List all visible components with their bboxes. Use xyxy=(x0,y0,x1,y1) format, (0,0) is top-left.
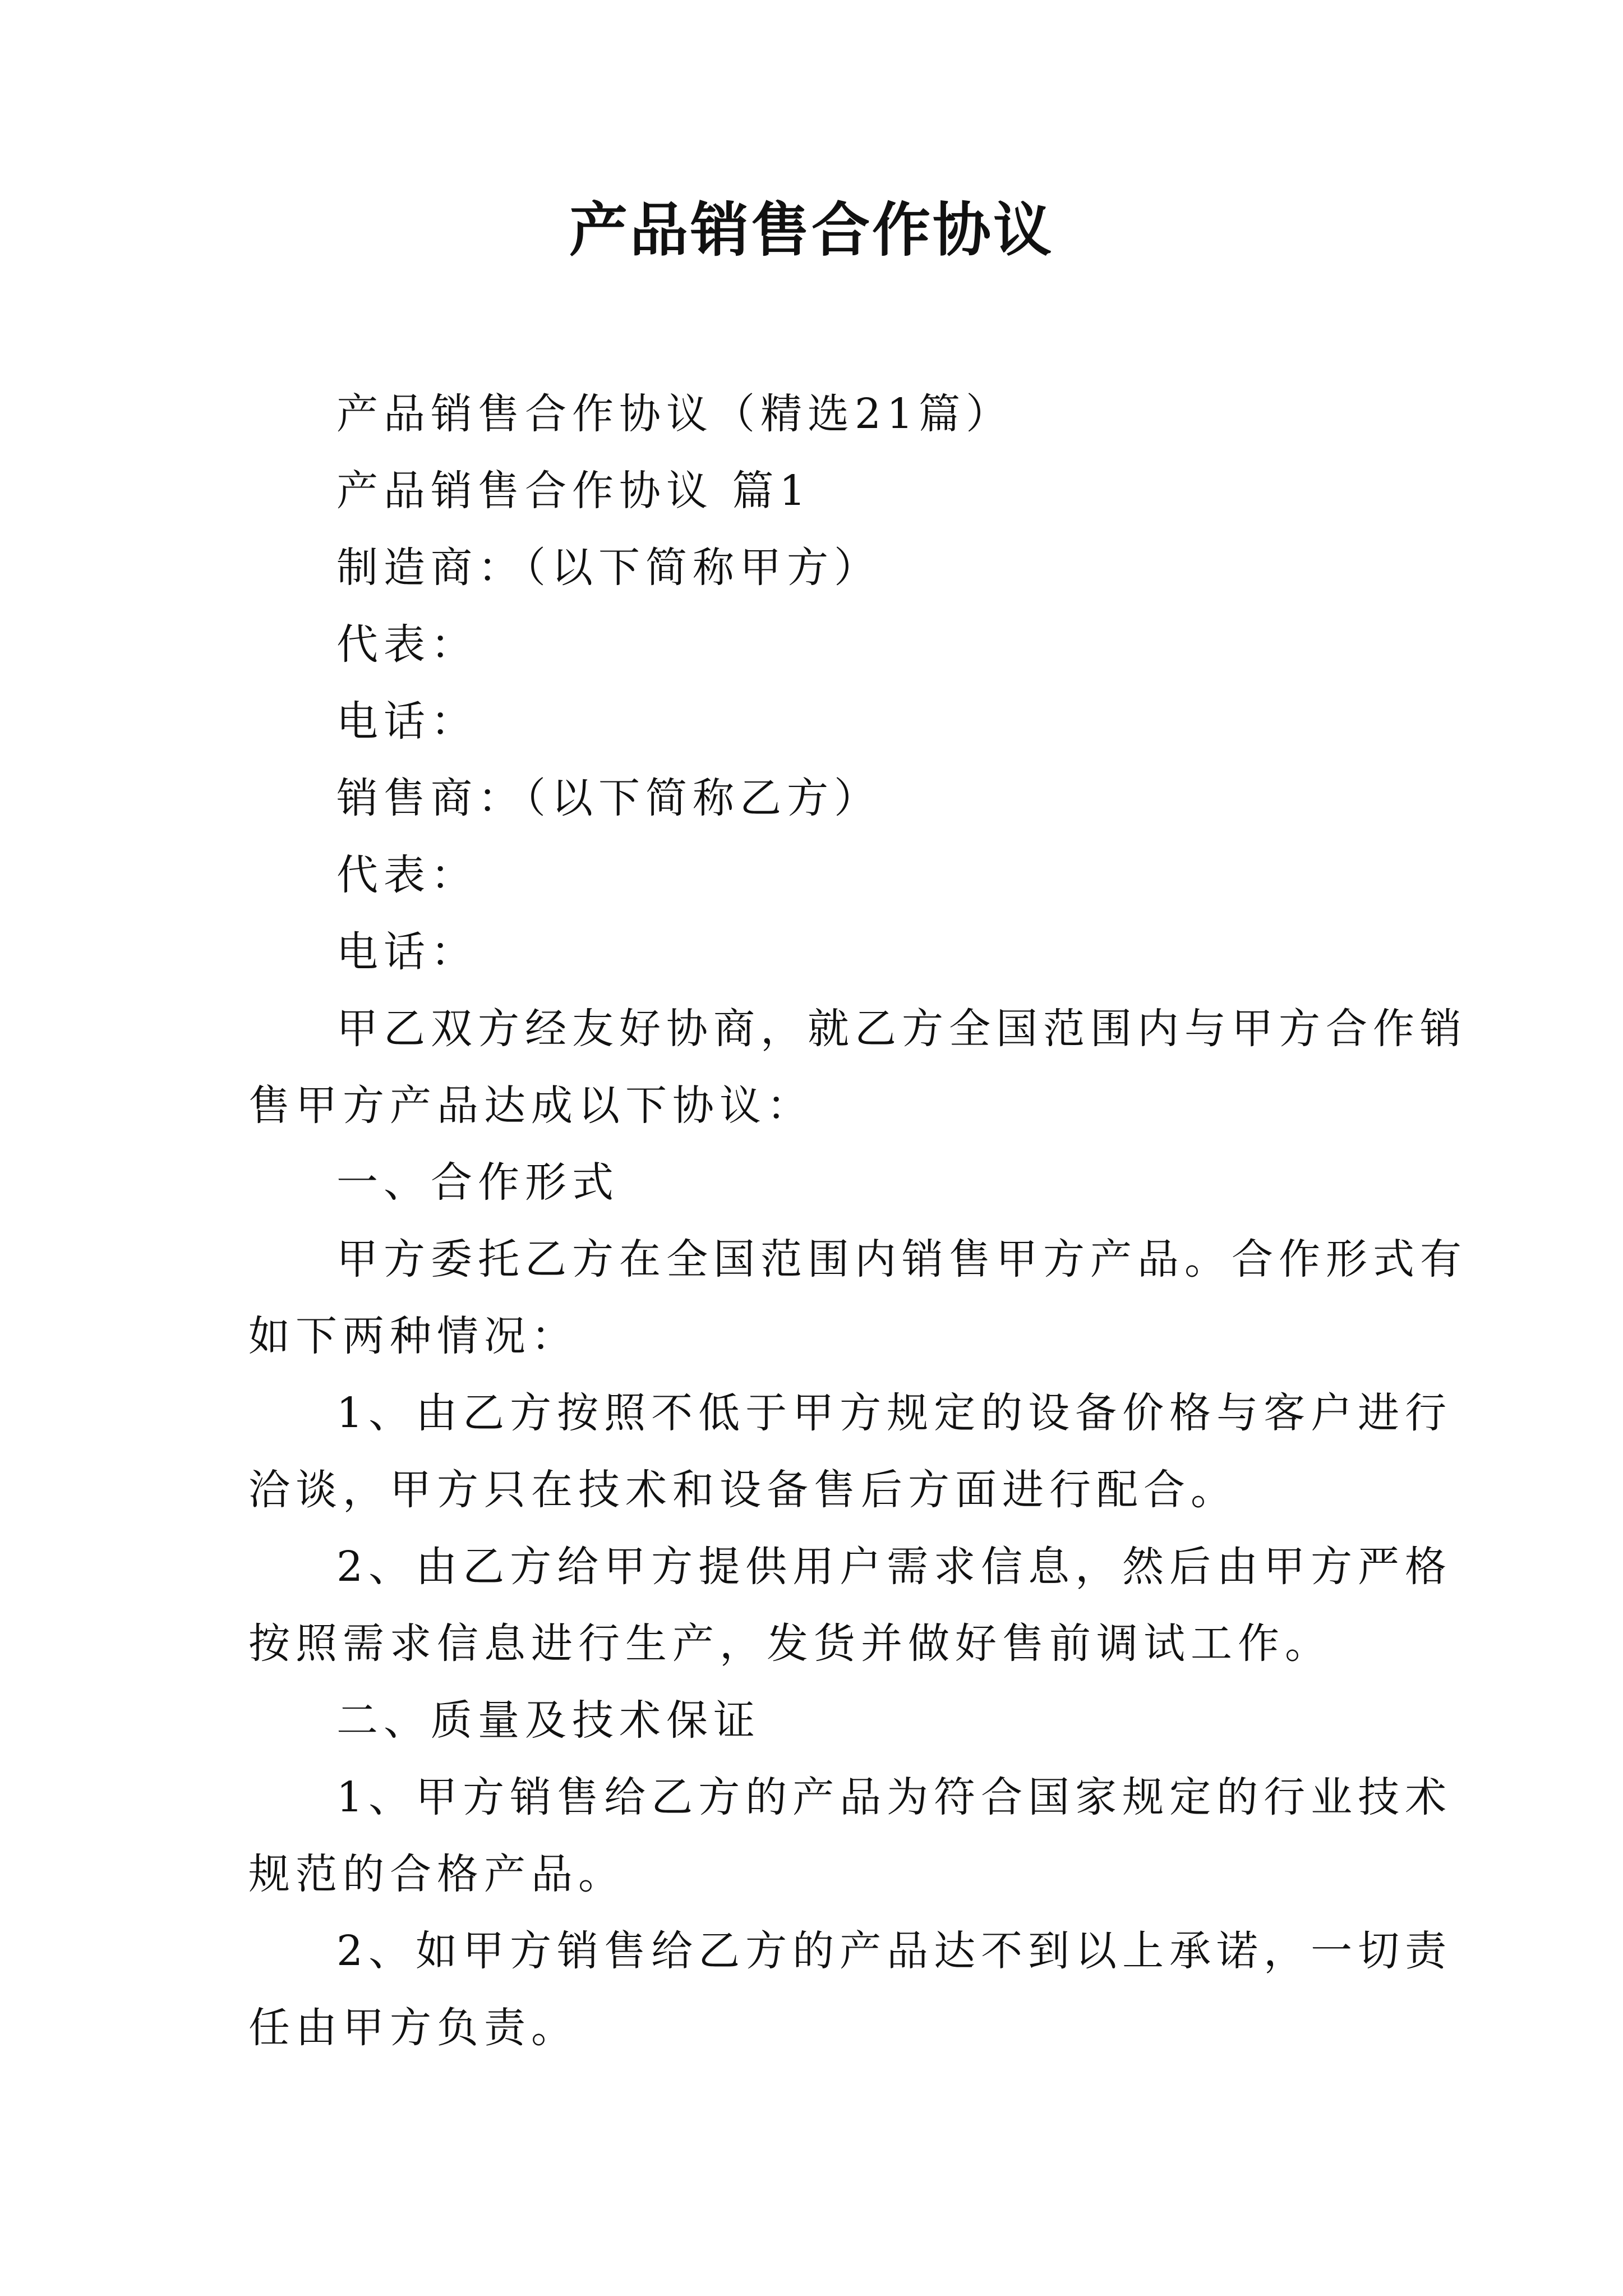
paragraph-line: 1、甲方销售给乙方的产品为符合国家规定的行业技术 xyxy=(336,1773,1453,1821)
party-b-representative: 代表： xyxy=(336,851,478,899)
section-heading: 二、质量及技术保证 xyxy=(336,1696,760,1745)
paragraph-line: 规范的合格产品。 xyxy=(248,1850,625,1898)
paragraph-line: 甲乙双方经友好协商，就乙方全国范围内与甲方合作销 xyxy=(336,1005,1467,1053)
party-a-phone: 电话： xyxy=(336,697,478,746)
subtitle-line: 产品销售合作协议（精选21篇） xyxy=(336,390,1013,438)
paragraph-line: 2、如甲方销售给乙方的产品达不到以上承诺，一切责 xyxy=(336,1927,1453,1975)
paragraph-line: 售甲方产品达成以下协议： xyxy=(248,1082,814,1130)
party-a-representative: 代表： xyxy=(336,620,478,669)
paragraph-line: 按照需求信息进行生产，发货并做好售前调试工作。 xyxy=(248,1619,1332,1668)
section-heading: 一、合作形式 xyxy=(336,1158,619,1207)
paragraph-line: 洽谈，甲方只在技术和设备售后方面进行配合。 xyxy=(248,1466,1238,1514)
paragraph-line: 2、由乙方给甲方提供用户需求信息，然后由甲方严格 xyxy=(336,1543,1453,1591)
paragraph-line: 甲方委托乙方在全国范围内销售甲方产品。合作形式有 xyxy=(336,1235,1467,1283)
party-b-line: 销售商：（以下简称乙方） xyxy=(336,774,881,822)
paragraph-line: 如下两种情况： xyxy=(248,1312,578,1360)
paragraph-line: 1、由乙方按照不低于甲方规定的设备价格与客户进行 xyxy=(336,1389,1453,1437)
paragraph-line: 任由甲方负责。 xyxy=(248,2004,578,2052)
party-a-line: 制造商：（以下简称甲方） xyxy=(336,544,881,592)
document-title: 产品销售合作协议 xyxy=(569,195,1054,264)
section-heading: 产品销售合作协议 篇1 xyxy=(336,467,811,515)
party-b-phone: 电话： xyxy=(336,928,478,976)
